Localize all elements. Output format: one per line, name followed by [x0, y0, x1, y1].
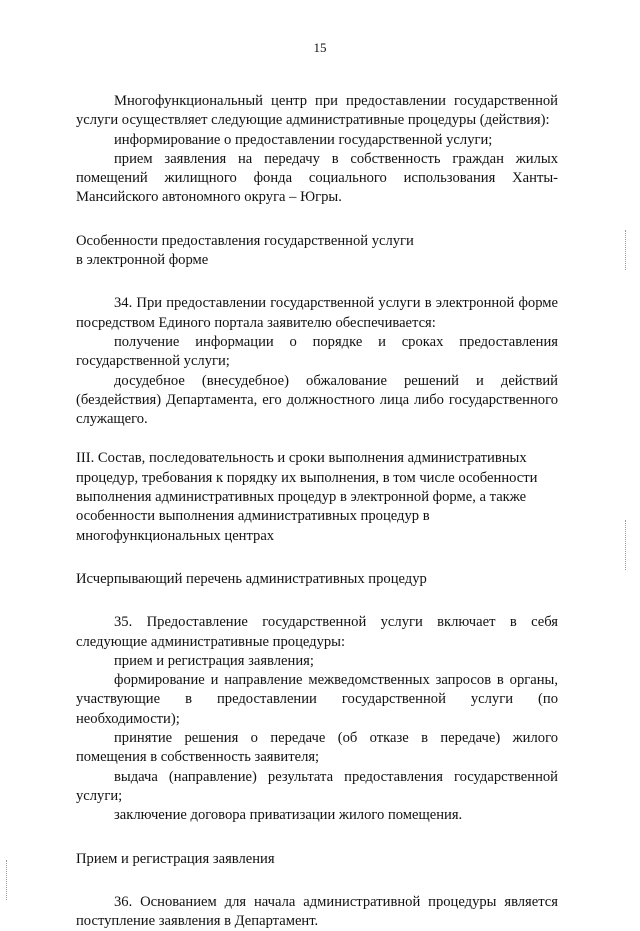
section3-heading-line2: процедур, требования к порядку их выполнения, в том числе особенности	[76, 469, 538, 486]
section3-heading-line5: многофункциональных центрах	[76, 527, 275, 544]
section-receipt-heading: Прием и регистрация заявления	[76, 850, 275, 867]
procedure-item-5: заключение договора приватизации жилого помещения.	[114, 807, 463, 824]
section3-heading-line4: особенности выполнения административных процедур в	[76, 508, 430, 525]
scan-edge-mark-top	[625, 230, 628, 270]
paragraph-34: 34. При предоставлении государственной услуги в электронной форме посредством Единого портала заявителю обеспечивается:	[76, 295, 558, 331]
section-electronic-heading-line2: в электронной форме	[76, 252, 209, 269]
intro-item-informing: информирование о предоставлении государственной услуги;	[114, 131, 493, 148]
intro-paragraph: Многофункциональный центр при предоставлении государственной услуги осуществляет следующие административные процедуры (действия):	[76, 93, 558, 129]
intro-item-application: прием заявления на передачу в собственность граждан жилых помещений жилищного фонда социального использования Ханты-Мансийского автономного округа – Югры.	[76, 150, 558, 206]
section-list-heading: Исчерпывающий перечень административных процедур	[76, 570, 427, 587]
paragraph-36: 36. Основанием для начала административной процедуры является поступление заявления в Департамент.	[76, 893, 558, 930]
electronic-item-appeal: досудебное (внесудебное) обжалование решений и действий (бездействия) Департамента, его должностного лица либо государственного служащего.	[76, 372, 558, 428]
page-number: 15	[313, 40, 327, 55]
section-electronic-heading-line1: Особенности предоставления государственной услуги	[76, 232, 414, 249]
procedure-item-1: прием и регистрация заявления;	[114, 652, 314, 669]
section3-heading-line3: выполнения административных процедур в электронной форме, а также	[76, 489, 527, 506]
procedure-item-3: принятие решения о передаче (об отказе в передаче) жилого помещения в собственность заявителя;	[76, 730, 558, 766]
paragraph-35: 35. Предоставление государственной услуги включает в себя следующие административные процедуры:	[76, 614, 558, 650]
procedure-item-2: формирование и направление межведомственных запросов в органы, участвующие в предоставлении государственной услуги (по необходимости);	[76, 672, 558, 727]
procedure-item-4: выдача (направление) результата предоставления государственной услуги;	[76, 768, 558, 804]
document-body	[76, 92, 558, 931]
section3-heading-line1: III. Состав, последовательность и сроки выполнения административных	[76, 450, 527, 467]
scan-edge-mark-left	[6, 860, 9, 900]
electronic-item-information: получение информации о порядке и сроках предоставления государственной услуги;	[76, 333, 558, 370]
scan-edge-mark-bottom	[625, 520, 628, 570]
